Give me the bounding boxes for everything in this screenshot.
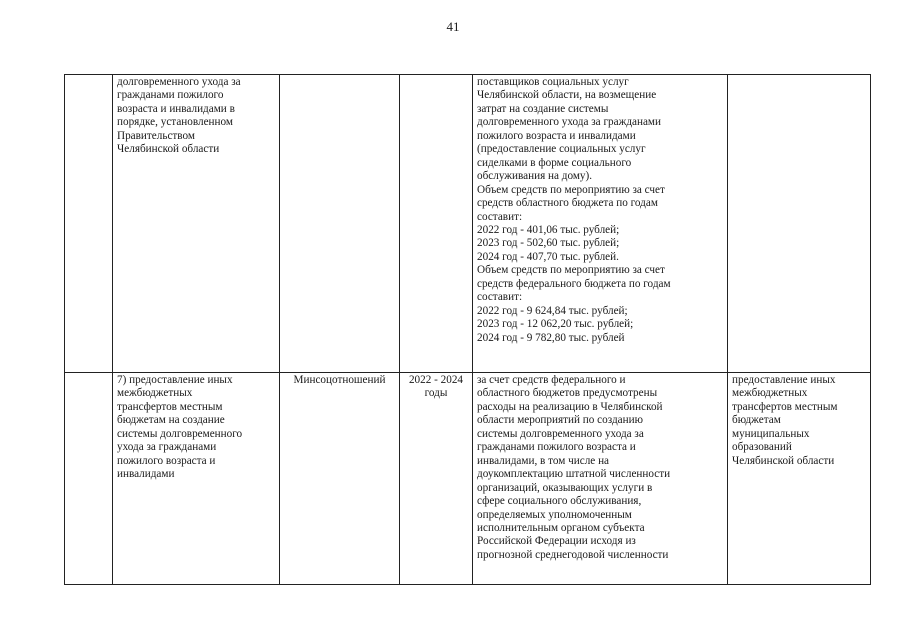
table-row (65, 373, 871, 585)
text-line: образований (732, 441, 792, 454)
executor-cell: Минсоцотношений (280, 373, 400, 585)
text-line: поставщиков социальных услуг (477, 76, 629, 88)
text-line: сфере социального обслуживания, (477, 495, 642, 508)
text-line: организаций, оказывающих услуги в (477, 481, 653, 494)
text-line: гражданами пожилого возраста и (477, 441, 636, 454)
table-row (65, 75, 871, 373)
text-line: средств областного бюджета по годам (477, 197, 658, 210)
text-line: за счет средств федерального и (477, 374, 626, 386)
text-line: Челябинской области, на возмещение (477, 89, 657, 102)
text-line: возраста и инвалидами в (117, 102, 235, 115)
text-line: Челябинской области (732, 454, 835, 467)
text-line: (предоставление социальных услуг (477, 143, 646, 156)
text-line: составит: (477, 210, 523, 223)
text-line: системы долговременного (117, 427, 243, 440)
text-line: Российской Федерации исходя из (477, 535, 636, 548)
text-line: Объем средств по мероприятию за счет (477, 264, 665, 277)
text-line: исполнительным органом субъекта (477, 521, 645, 534)
text-line: 2024 год - 9 782,80 тыс. рублей (477, 331, 625, 344)
text-line: обслуживания на дому). (477, 170, 593, 183)
text-line: муниципальных (732, 427, 810, 440)
text-line: затрат на создание системы (477, 102, 609, 115)
text-line: 2023 год - 502,60 тыс. рублей; (477, 237, 620, 250)
text-line: сиделками в форме социального (477, 156, 632, 169)
term-cell: 2022 - 2024 годы (400, 373, 473, 585)
text-line: бюджетам на создание (117, 414, 225, 427)
text-line: долговременного ухода за (117, 76, 241, 88)
text-line: 2024 год - 407,70 тыс. рублей. (477, 250, 619, 263)
text-line: трансфертов местным (117, 400, 223, 413)
text-line: порядке, установленном (117, 116, 233, 129)
description-cell (473, 373, 728, 585)
row-number-cell (65, 75, 113, 373)
measure-name-cell (113, 75, 280, 373)
result-cell (728, 75, 871, 373)
measure-name-cell (113, 373, 280, 585)
text-line: Объем средств по мероприятию за счет (477, 183, 665, 196)
text-line: предоставление иных (732, 374, 836, 386)
text-line: областного бюджетов предусмотрены (477, 387, 658, 400)
text-line: расходы на реализацию в Челябинской (477, 400, 663, 413)
text-line: 7) предоставление иных (117, 374, 233, 386)
row-number-cell (65, 373, 113, 585)
text-line: определяемых уполномоченным (477, 508, 632, 521)
text-line: инвалидами (117, 468, 175, 481)
text-line: системы долговременного ухода за (477, 427, 644, 440)
text-line: пожилого возраста и инвалидами (477, 129, 636, 142)
description-cell (473, 75, 728, 373)
text-line: 2023 год - 12 062,20 тыс. рублей; (477, 318, 634, 331)
text-line: доукомплектацию штатной численности (477, 468, 671, 481)
executor-cell (280, 75, 400, 373)
page-number: 41 (446, 19, 460, 34)
term-cell (400, 75, 473, 373)
text-line: бюджетам (732, 414, 781, 427)
text-line: инвалидами, в том числе на (477, 454, 610, 467)
text-line: Правительством (117, 129, 195, 142)
text-line: области мероприятий по созданию (477, 414, 643, 427)
text-line: Челябинской области (117, 143, 220, 156)
text-line: долговременного ухода за гражданами (477, 116, 662, 129)
program-measures-table (64, 74, 871, 585)
text-line: ухода за гражданами (117, 441, 217, 454)
text-line: прогнозной среднегодовой численности (477, 548, 669, 561)
text-line: 2022 год - 9 624,84 тыс. рублей; (477, 304, 628, 317)
text-line: 2022 год - 401,06 тыс. рублей; (477, 223, 620, 236)
text-line: межбюджетных (117, 387, 193, 400)
result-cell (728, 373, 871, 585)
text-line: пожилого возраста и (117, 454, 216, 467)
text-line: межбюджетных (732, 387, 808, 400)
text-line: средств федерального бюджета по годам (477, 277, 671, 290)
text-line: составит: (477, 291, 523, 304)
text-line: гражданами пожилого (117, 89, 224, 102)
text-line: трансфертов местным (732, 400, 838, 413)
